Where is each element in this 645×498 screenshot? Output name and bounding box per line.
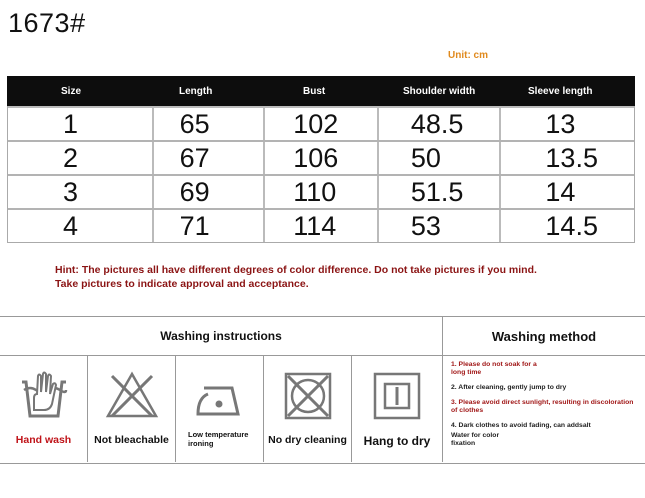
cell-bust: 106 [265,142,379,174]
cell-sleeve-length: 14 [545,176,576,207]
care-cell-hang-dry [352,356,442,462]
cell-length: 69 [154,176,266,208]
hint-line-2: Take pictures to indicate approval and acceptance. [55,278,309,290]
cell-sleeve-length: 13.5 [545,142,598,173]
method-item-3: 3. Please avoid direct sunlight, resulting in discoloration of clothes [451,399,634,414]
cell-shoulder-width: 50 [379,142,502,174]
cell-length: 65 [154,108,266,140]
table-row [8,106,634,140]
unit-label: Unit: cm [448,50,488,61]
cell-shoulder-width: 53 [379,210,502,242]
cell-bust: 102 [265,108,379,140]
table-row [8,208,634,242]
care-label-hang-dry: Hang to dry [363,434,431,448]
cell-size: 4 [8,210,154,242]
cell-size: 1 [8,108,154,140]
washing-method-list [451,361,645,455]
hang-dry-icon [369,368,425,424]
care-label-not-bleachable: Not bleachable [94,434,169,446]
hint-line-1: Hint: The pictures all have different degrees of color difference. Do not take pictures if you mind. [55,264,537,276]
product-code: 1673# [8,8,86,38]
cell-shoulder-width: 48.5 [379,108,502,140]
washing-method-title: Washing method [443,317,645,356]
size-table [7,76,635,243]
care-label-low-iron: Low temperature ironing [188,430,249,448]
washing-panel [0,316,645,464]
cell-sleeve-length: 13 [545,108,576,139]
method-item-2: 2. After cleaning, gently jump to dry [451,384,567,391]
hint-text [55,263,537,291]
size-table-body [7,106,635,243]
method-item-5: Water for color fixation [451,432,500,447]
size-table-header [7,76,635,106]
header-size: Size [61,85,82,97]
cell-shoulder-width: 51.5 [379,176,502,208]
cell-length: 67 [154,142,266,174]
method-item-1: 1. Please do not soak for a long time [451,361,537,376]
table-row [8,174,634,208]
care-cell-not-bleachable [88,356,176,462]
cell-bust: 110 [265,176,379,208]
cell-size: 3 [8,176,154,208]
table-row [8,140,634,174]
care-label-no-dry-clean: No dry cleaning [268,434,347,446]
cell-length: 71 [154,210,266,242]
no-bleach-icon [104,368,160,424]
hand-wash-icon [16,368,72,424]
no-dry-clean-icon [280,368,336,424]
care-label-hand-wash: Hand wash [15,434,72,446]
cell-size: 2 [8,142,154,174]
header-sleeve-length: Sleeve length [528,85,593,97]
low-iron-icon [192,368,248,424]
care-cell-hand-wash [0,356,88,462]
method-item-4: 4. Dark clothes to avoid fading, can addsalt [451,422,591,429]
care-cell-low-iron [176,356,264,462]
header-bust: Bust [303,85,326,97]
header-shoulder-width: Shoulder width [403,85,476,97]
washing-instructions-title: Washing instructions [0,317,443,356]
cell-sleeve-length: 14.5 [545,210,598,241]
cell-bust: 114 [265,210,379,242]
care-cell-no-dry-clean [264,356,352,462]
header-length: Length [179,85,213,97]
care-icons-row [0,356,443,462]
